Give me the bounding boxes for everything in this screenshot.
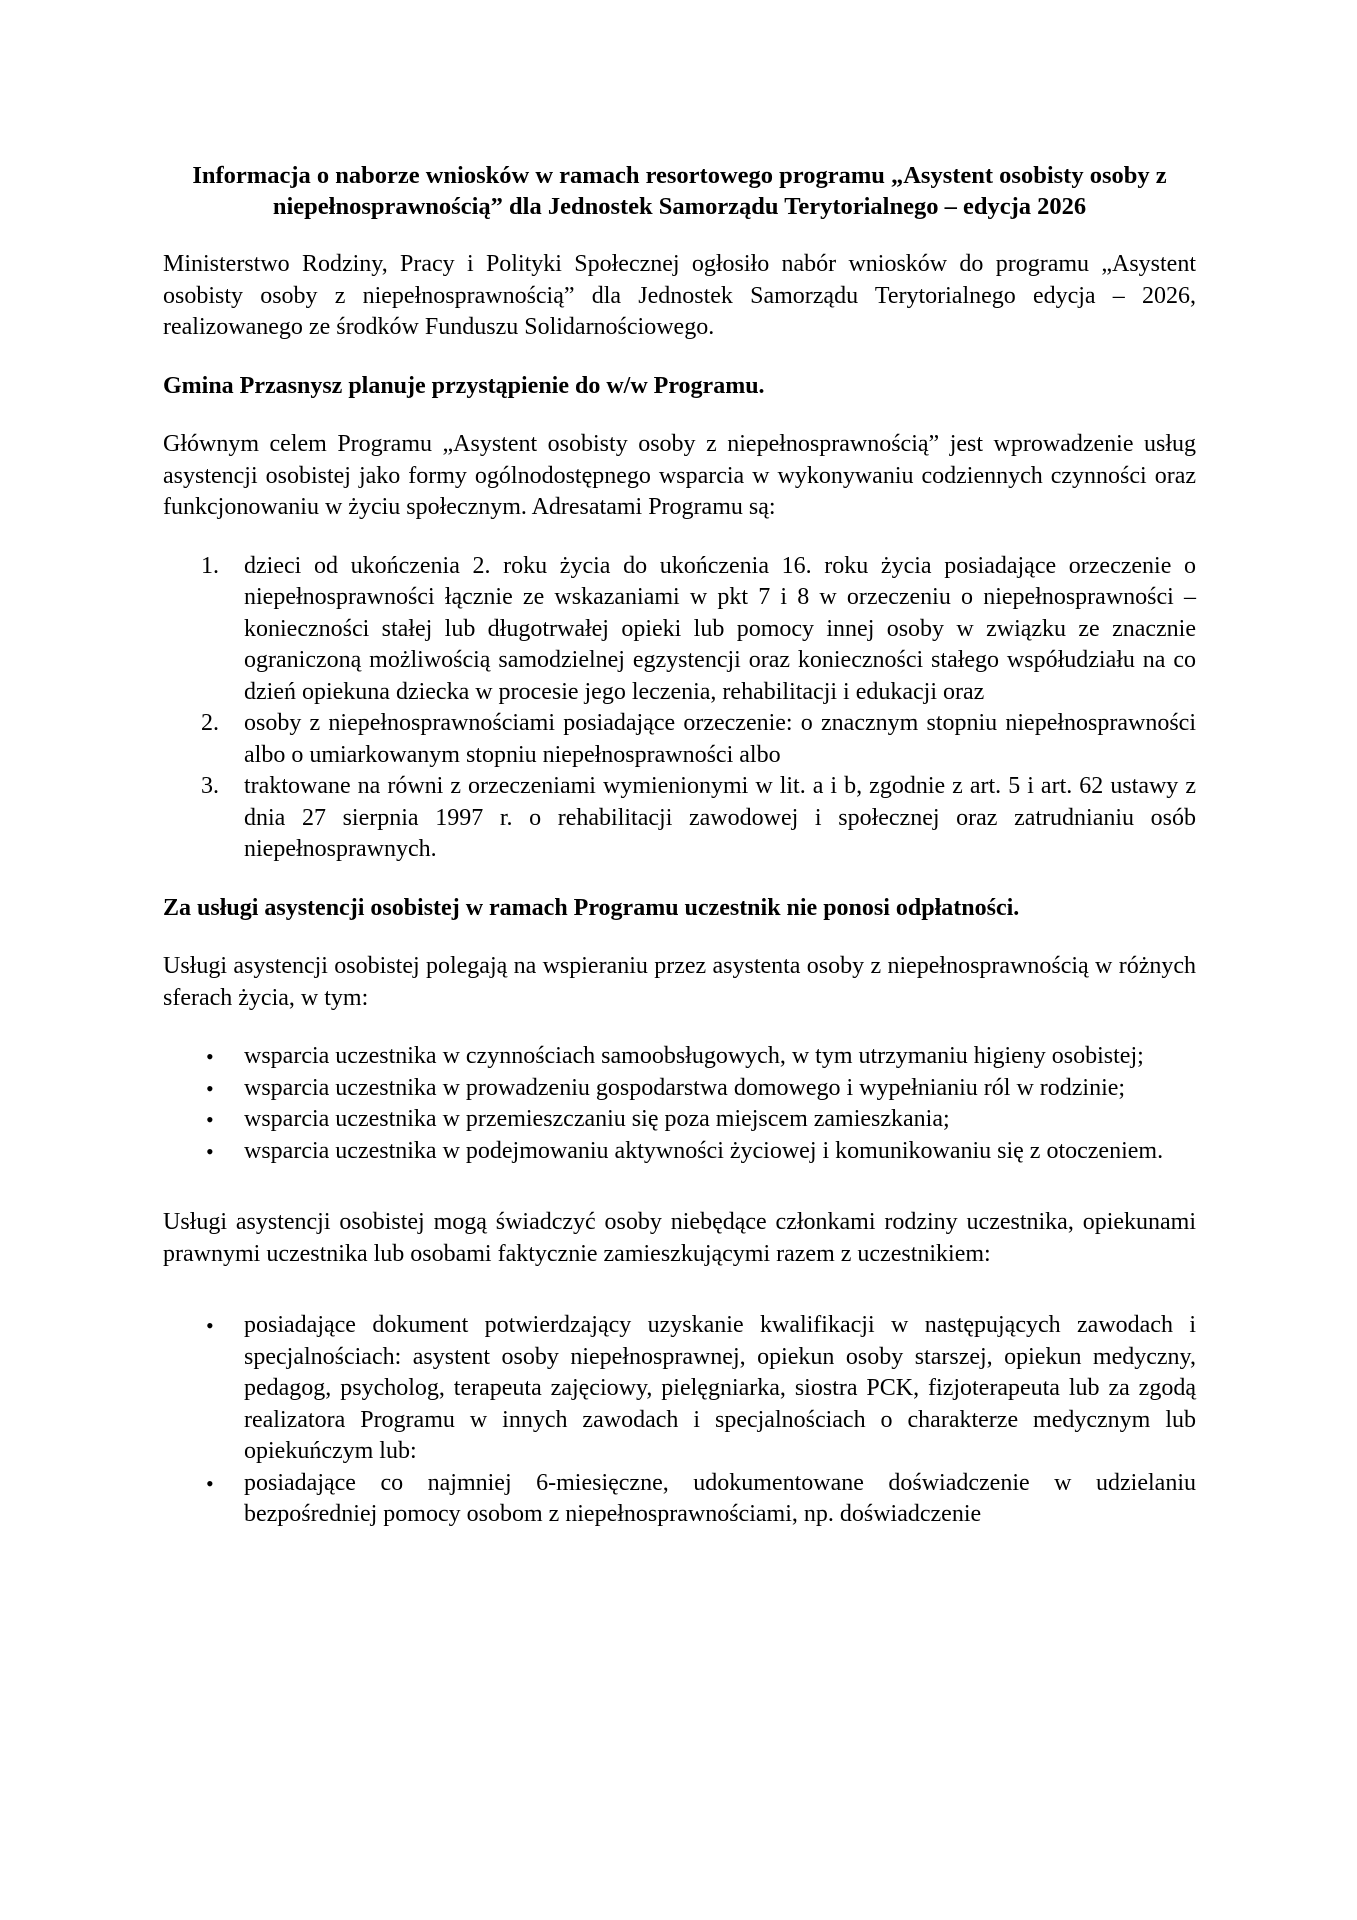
list-number: 3.: [201, 773, 219, 799]
addressee-item: [163, 708, 1196, 771]
bullet-icon: •: [206, 1107, 214, 1132]
services-intro: Usługi asystencji osobistej polegają na wspieraniu przez asystenta osoby z niepełnosprawnością w różnych sferach życia, w tym:: [163, 953, 1196, 1011]
bullet-icon: •: [206, 1470, 214, 1496]
no-fee-statement: Za usługi asystencji osobistej w ramach Programu uczestnik nie ponosi odpłatności.: [163, 894, 1020, 921]
service-item: [163, 1104, 1196, 1136]
addressee-text: osoby z niepełnosprawnościami posiadające orzeczenie: o znacznym stopniu niepełnosprawności albo o umiarkowanym stopniu niepełnosprawności albo: [244, 710, 1196, 768]
bullet-icon: •: [206, 1138, 214, 1164]
addressee-item: [163, 771, 1196, 866]
provider-item: [163, 1310, 1196, 1468]
provider-item: [163, 1468, 1196, 1531]
providers-intro: Usługi asystencji osobistej mogą świadczyć osoby niebędące członkami rodziny uczestnika, opiekunami prawnymi uczestnika lub osobami faktycznie zamieszkującymi razem z uczestnikiem:: [163, 1209, 1196, 1267]
addressee-item: [163, 551, 1196, 709]
list-number: 2.: [201, 710, 219, 736]
addressee-text: traktowane na równi z orzeczeniami wymienionymi w lit. a i b, zgodnie z art. 5 i art. 62 ustawy z dnia 27 sierpnia 1997 r. o rehabilitacji zawodowej i społecznej oraz zatrudnianiu osób niepełnosprawnych.: [244, 773, 1196, 862]
service-text: wsparcia uczestnika w podejmowaniu aktywności życiowej i komunikowaniu się z otoczeniem.: [244, 1137, 1164, 1164]
service-item: [163, 1041, 1196, 1073]
bullet-icon: •: [206, 1044, 214, 1069]
goal-paragraph: Głównym celem Programu „Asystent osobisty osoby z niepełnosprawnością” jest wprowadzenie usług asystencji osobistej jako formy ogólnodostępnego wsparcia w wykonywaniu codziennych czynności oraz funkcjonowaniu w życiu społecznym. Adresatami Programu są:: [163, 431, 1196, 520]
service-item: [163, 1073, 1196, 1105]
addressee-text: dzieci od ukończenia 2. roku życia do ukończenia 16. roku życia posiadające orzeczenie o niepełnosprawności łącznie ze wskazaniami w pkt 7 i 8 w orzeczeniu o niepełnosprawności – konieczności stałej lub długotrwałej opieki lub pomocy innej osoby w związku ze znacznie ograniczoną możliwością samodzielnej egzystencji oraz konieczności stałego współudziału na co dzień opiekuna dziecka w procesie jego leczenia, rehabilitacji i edukacji oraz: [244, 552, 1196, 705]
providers-list: [163, 1310, 1196, 1531]
service-text: wsparcia uczestnika w czynnościach samoobsługowych, w tym utrzymaniu higieny osobistej;: [244, 1043, 1144, 1069]
service-text: wsparcia uczestnika w prowadzeniu gospodarstwa domowego i wypełnianiu ról w rodzinie;: [244, 1074, 1126, 1101]
list-number: 1.: [201, 552, 219, 579]
provider-text: posiadające co najmniej 6-miesięczne, udokumentowane doświadczenie w udzielaniu bezpośredniej pomocy osobom z niepełnosprawnościami, np. doświadczenie: [244, 1469, 1196, 1527]
document-title: Informacja o naborze wniosków w ramach resortowego programu „Asystent osobisty osoby z niepełnosprawnością” dla Jednostek Samorządu Terytorialnego – edycja 2026: [192, 162, 1167, 220]
service-item: [163, 1136, 1196, 1168]
service-text: wsparcia uczestnika w przemieszczaniu się poza miejscem zamieszkania;: [244, 1106, 950, 1132]
provider-text: posiadające dokument potwierdzający uzyskanie kwalifikacji w następujących zawodach i specjalnościach: asystent osoby niepełnosprawnej, opiekun osoby starszej, opiekun medyczny, pedagog, psycholog, terapeuta zajęciowy, pielęgniarka, siostra PCK, fizjoterapeuta lub za zgodą realizatora Programu w innych zawodach i specjalnościach o charakterze medycznym lub opiekuńczym lub:: [244, 1312, 1196, 1464]
addressees-list: [163, 551, 1196, 866]
intro-paragraph: Ministerstwo Rodziny, Pracy i Polityki Społecznej ogłosiło nabór wniosków do programu „Asystent osobisty osoby z niepełnosprawnością” dla Jednostek Samorządu Terytorialnego edycja – 2026, realizowanego ze środków Funduszu Solidarnościowego.: [163, 251, 1196, 340]
bullet-icon: •: [206, 1313, 214, 1338]
services-list: [163, 1041, 1196, 1167]
gmina-statement: Gmina Przasnysz planuje przystąpienie do w/w Programu.: [163, 372, 765, 399]
bullet-icon: •: [206, 1075, 214, 1101]
document-content: [163, 160, 1196, 1531]
